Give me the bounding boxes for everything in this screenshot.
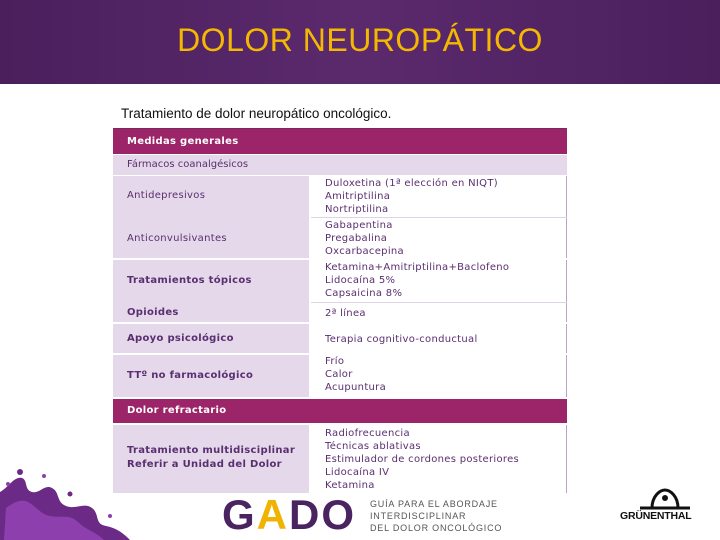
gado-tagline-line: GUÍA PARA EL ABORDAJE [370, 499, 498, 509]
list-anticonvulsivantes [325, 219, 404, 258]
treatment-table [113, 128, 567, 493]
list-item: Gabapentina [325, 220, 393, 231]
label-tratamientos-topicos: Tratamientos tópicos [127, 275, 252, 286]
row-apoyo-psicologico [113, 324, 567, 353]
list-item: Ketamina [325, 480, 375, 491]
cell-left [113, 425, 311, 493]
gado-a: A [256, 491, 290, 538]
row-separator [113, 322, 567, 323]
label-no-farmacologico: TTº no farmacológico [127, 370, 254, 381]
value-opioides: 2ª línea [325, 308, 366, 319]
list-item: Nortriptilina [325, 204, 389, 215]
divider [311, 302, 567, 303]
label-referir-unidad-dolor: Referir a Unidad del Dolor [127, 459, 282, 470]
list-item: Capsaicina 8% [325, 288, 403, 299]
list-item: Estimulador de cordones posteriores [325, 454, 520, 465]
paint-splash-decoration [0, 462, 130, 540]
row-antidepresivos-anticonvulsivantes [113, 176, 567, 258]
list-item: Ketamina+Amitriptilina+Baclofeno [325, 262, 510, 273]
gado-tagline-line: DEL DOLOR ONCOLÓGICO [370, 523, 503, 533]
gado-g: G [222, 491, 257, 538]
list-item: Oxcarbacepina [325, 246, 404, 257]
label-antidepresivos: Antidepresivos [127, 190, 206, 201]
list-no-farmacologico [325, 355, 386, 394]
grunenthal-logo-text: GRÜNENTHAL [620, 510, 692, 522]
list-item: Frío [325, 356, 345, 367]
list-antidepresivos [325, 177, 498, 216]
cell-left [113, 324, 311, 353]
band-medidas-generales [113, 129, 567, 154]
band-dolor-refractario-label: Dolor refractario [127, 405, 227, 416]
label-apoyo-psicologico: Apoyo psicológico [127, 333, 234, 344]
list-topicos [325, 261, 509, 300]
list-item: Pregabalina [325, 233, 388, 244]
header-banner [0, 0, 720, 84]
list-item: Lidocaína 5% [325, 275, 396, 286]
band-dolor-refractario [113, 399, 567, 423]
list-item: Técnicas ablativas [325, 441, 421, 452]
list-item: Radiofrecuencia [325, 428, 410, 439]
value-apoyo-psicologico: Terapia cognitivo-conductual [325, 334, 478, 345]
list-item: Lidocaína IV [325, 467, 390, 478]
band-medidas-generales-label: Medidas generales [127, 136, 239, 147]
divider [311, 217, 567, 218]
gado-tagline [370, 498, 502, 534]
row-topicos-opioides [113, 260, 567, 322]
list-item: Acupuntura [325, 382, 387, 393]
row-farmacos-coanalgesicos [113, 155, 567, 175]
cell-left [113, 355, 311, 397]
label-opioides: Opioides [127, 307, 179, 318]
row-no-farmacologico [113, 355, 567, 397]
row-separator [113, 353, 567, 354]
cell-left [113, 176, 311, 258]
label-tratamiento-multidisciplinar: Tratamiento multidisciplinar [127, 445, 296, 456]
page-title: DOLOR NEUROPÁTICO [177, 22, 543, 58]
list-item: Calor [325, 369, 353, 380]
row-multidisciplinar [113, 425, 567, 493]
cell-left [113, 260, 311, 322]
row-farmacos-coanalgesicos-label: Fármacos coanalgésicos [127, 159, 249, 170]
label-anticonvulsivantes: Anticonvulsivantes [127, 233, 227, 244]
list-item: Amitriptilina [325, 191, 391, 202]
gado-logo [222, 492, 356, 538]
row-separator [113, 258, 567, 259]
list-item: Duloxetina (1ª elección en NIQT) [325, 178, 498, 189]
list-multidisciplinar [325, 427, 519, 492]
gado-do: DO [289, 491, 357, 538]
gado-tagline-line: INTERDISCIPLINAR [370, 511, 467, 521]
table-caption: Tratamiento de dolor neuropático oncológico. [121, 106, 392, 121]
